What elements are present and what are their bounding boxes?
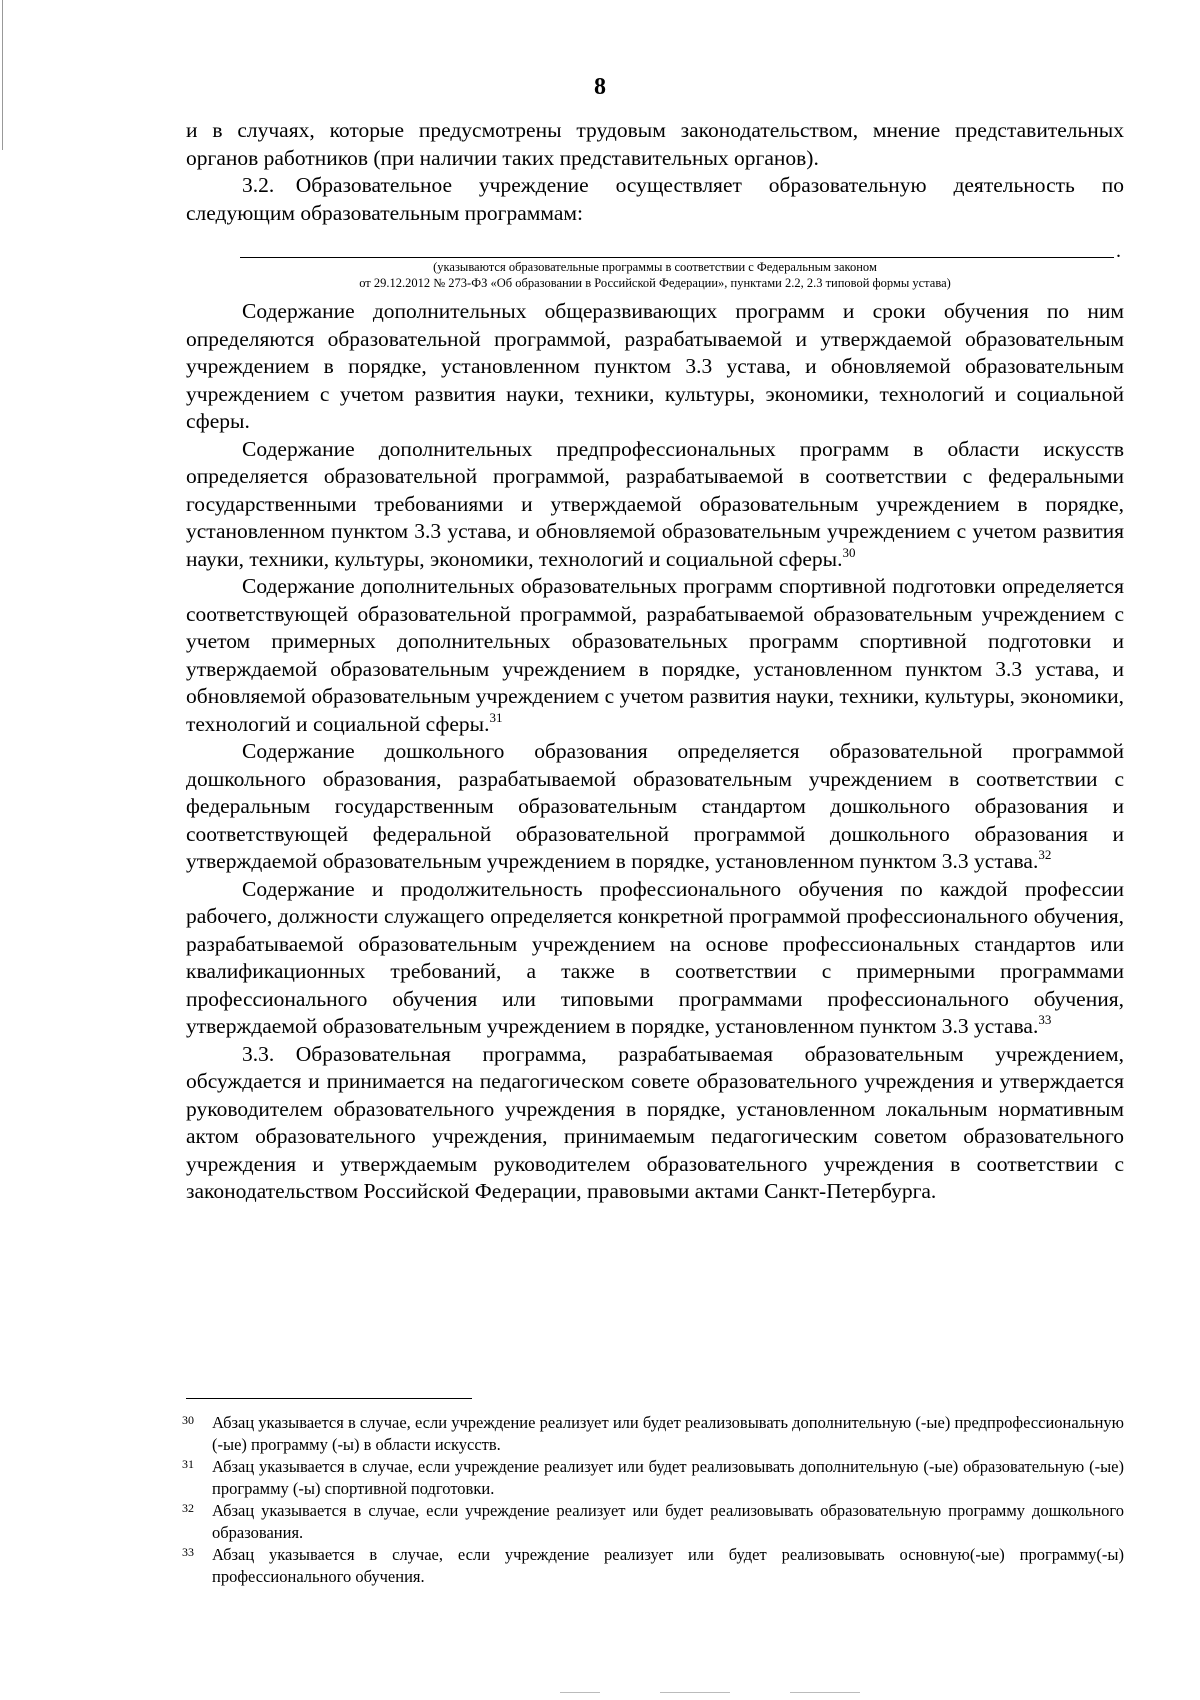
scan-bottom-marks — [560, 1692, 960, 1694]
scan-mark — [790, 1692, 860, 1693]
paragraph-continuation: и в случаях, которые предусмотрены трудовым законодательством, мнение представительных органов работников (при наличии таких представительных органов). — [186, 118, 1124, 170]
page-number: 8 — [594, 74, 606, 100]
paragraph-text: Содержание дополнительных предпрофессиональных программ в области искусств определяется образовательной программой, разрабатываемой в соответствии с федеральными государственными требованиями и утверждаемой образовательным учреждением в порядке, установленном пунктом 3.3 устава, и обновляемой образовательным учреждением с учетом развития науки, техники, культуры, экономики, технологий и социальной сферы. — [186, 436, 1124, 571]
scan-mark — [660, 1692, 730, 1693]
content-text-block — [186, 298, 1124, 1206]
footnote-number: 31 — [182, 1457, 194, 1471]
paragraph-text: Содержание дополнительных общеразвивающих программ и сроки обучения по ним определяются образовательной программой, разрабатываемой и утверждаемой образовательным учреждением в порядке, установленном пунктом 3.3 устава, и обновляемой образовательным учреждением с учетом развития науки, техники, культуры, экономики, технологий и социальной сферы. — [186, 299, 1124, 433]
paragraph-3-3 — [186, 1041, 1124, 1206]
footnote-number: 30 — [182, 1413, 194, 1427]
paragraph-text: 3.3. Образовательная программа, разрабатываемая образовательным учреждением, обсуждается и принимается на педагогическом совете образовательного учреждения и утверждается руководителем образовательного учреждения в порядке, установленном локальным нормативным актом образовательного учреждения, принимаемым педагогическим советом образовательного учреждения и утверждаемым руководителем образовательного учреждения в соответствии с законодательством Российской Федерации, правовыми актами Санкт-Петербурга. — [186, 1041, 1124, 1203]
footnote-31 — [182, 1456, 1124, 1500]
fill-in-hint-line-2: от 29.12.2012 № 273-ФЗ «Об образовании в Российской Федерации», пунктами 2.2, 2.3 типовой формы устава) — [359, 276, 951, 290]
paragraph-text: Содержание дошкольного образования определяется образовательной программой дошкольного образования, разрабатываемой образовательным учреждением в соответствии с федеральным государственным образовательным стандартом дошкольного образования и соответствующей федеральной образовательной программой дошкольного образования и утверждаемой образовательным учреждением в порядке, установленном пунктом 3.3 устава. — [186, 739, 1124, 873]
footnote-ref-32[interactable]: 32 — [1038, 847, 1052, 862]
paragraph-text: Содержание и продолжительность профессионального обучения по каждой профессии рабочего, должности служащего определяется конкретной программой профессионального обучения, разрабатываемой образовательным учреждением на основе профессиональных стандартов или квалификационных требований, а также в соответствии с примерными программами профессионального обучения или типовыми программами профессионального обучения, утверждаемой образовательным учреждением в порядке, установленном пунктом 3.3 устава. — [186, 876, 1124, 1038]
paragraph-preschool-programs — [186, 738, 1124, 876]
footnote-text: Абзац указывается в случае, если учреждение реализует или будет реализовывать дополнительную (-ые) образовательную (-ые) программу (-ы) спортивной подготовки. — [212, 1457, 1124, 1498]
paragraph-vocational-training — [186, 876, 1124, 1041]
footnotes — [182, 1412, 1124, 1588]
footnote-ref-33[interactable]: 33 — [1038, 1012, 1052, 1027]
footnote-text: Абзац указывается в случае, если учреждение реализует или будет реализовывать дополнительную (-ые) предпрофессиональную (-ые) программу (-ы) в области искусств. — [212, 1413, 1124, 1454]
paragraph-preprofessional-programs — [186, 436, 1124, 574]
fill-in-hint — [186, 259, 1124, 291]
footnote-ref-31[interactable]: 31 — [489, 709, 503, 725]
footnote-ref-30[interactable]: 30 — [842, 544, 856, 560]
fill-in-blank-dot: . — [1116, 240, 1121, 262]
footnote-number: 32 — [182, 1501, 194, 1515]
footnote-text: Абзац указывается в случае, если учреждение реализует или будет реализовывать образовательную программу дошкольного образования. — [212, 1501, 1124, 1542]
footnote-text: Абзац указывается в случае, если учреждение реализует или будет реализовывать основную(-ые) программу(-ы) профессионального обучения. — [212, 1545, 1124, 1586]
scan-mark — [560, 1692, 600, 1693]
footnote-number: 33 — [182, 1545, 194, 1559]
paragraph-text: Содержание дополнительных образовательных программ спортивной подготовки определяется соответствующей образовательной программой, разрабатываемой образовательным учреждением с учетом примерных дополнительных образовательных программ спортивной подготовки и утверждаемой образовательным учреждением в порядке, установленном пунктом 3.3 устава, и обновляемой образовательным учреждением с учетом развития науки, техники, культуры, экономики, технологий и социальной сферы. — [186, 574, 1124, 736]
top-text-block — [186, 117, 1124, 227]
paragraph-general-programs — [186, 298, 1124, 436]
footnote-33 — [182, 1544, 1124, 1588]
fill-in-blank-line — [240, 257, 1114, 258]
footnote-30 — [182, 1412, 1124, 1456]
paragraph-3-2: 3.2. Образовательное учреждение осуществляет образовательную деятельность по следующим образовательным программам: — [186, 173, 1124, 225]
paragraph-sports-programs — [186, 573, 1124, 738]
footnote-32 — [182, 1500, 1124, 1544]
fill-in-hint-line-1: (указываются образовательные программы в соответствии с Федеральным законом — [433, 260, 877, 274]
footnote-separator — [186, 1398, 472, 1399]
